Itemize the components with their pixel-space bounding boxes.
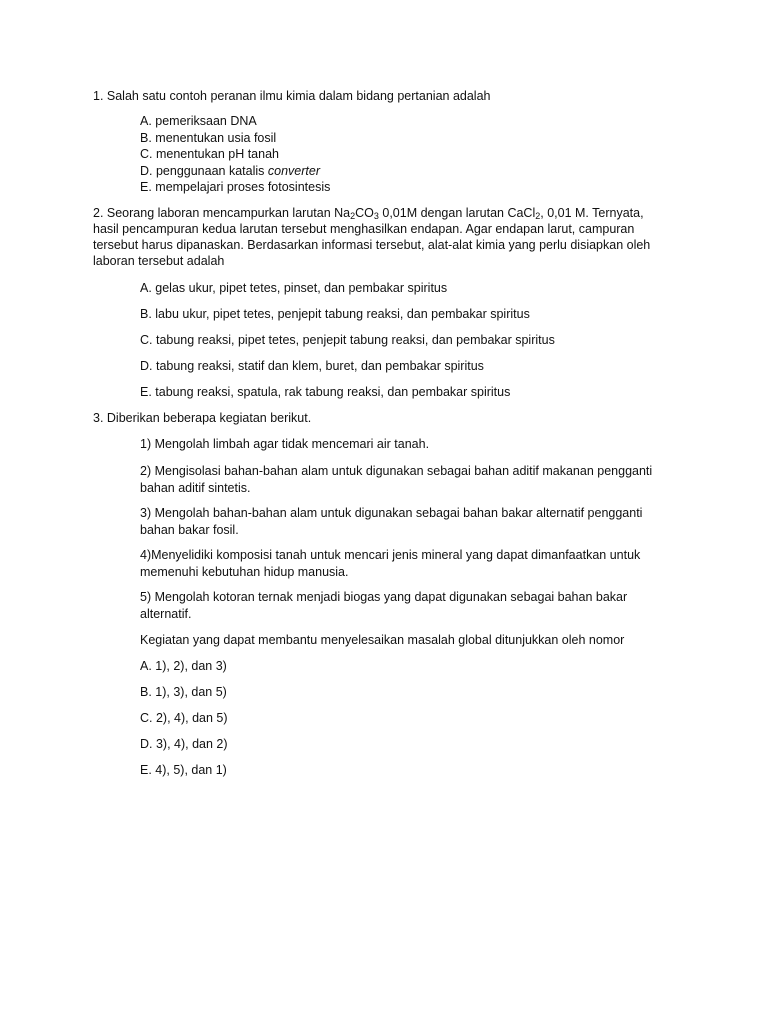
question-3-stem: 3. Diberikan beberapa kegiatan berikut. xyxy=(93,411,312,425)
q2-sub-na2: 2 xyxy=(350,211,356,221)
q2-stem-part3: 0,01M dengan larutan CaCl xyxy=(378,206,536,220)
q3-option-c: C. 2), 4), dan 5) xyxy=(140,711,228,725)
q2-stem-line-3: tersebut harus dipanaskan. Berdasarkan informasi tersebut, alat-alat kimia yang perlu disiapkan oleh xyxy=(93,238,651,252)
q2-sub-co3: 3 xyxy=(373,211,379,221)
q3-item-4-line1: 4)Menyelidiki komposisi tanah untuk mencari jenis mineral yang dapat dimanfaatkan untuk xyxy=(140,548,641,562)
q3-item-4-line2: memenuhi kebutuhan hidup manusia. xyxy=(140,564,349,579)
q3-item-3 xyxy=(140,505,680,538)
q2-stem-part4: , 0,01 M. Ternyata, xyxy=(540,206,644,220)
question-2-stem xyxy=(93,205,683,269)
q2-stem-line-1 xyxy=(93,205,683,221)
q2-stem-line-2: hasil pencampuran kedua larutan tersebut menghasilkan endapan. Agar endapan larut, campuran xyxy=(93,222,635,236)
q3-item-1-line1: 1) Mengolah limbah agar tidak mencemari air tanah. xyxy=(140,437,430,451)
q1-option-e: E. mempelajari proses fotosintesis xyxy=(140,180,331,194)
q2-stem-part2: CO xyxy=(355,206,374,220)
q2-option-b: B. labu ukur, pipet tetes, penjepit tabung reaksi, dan pembakar spiritus xyxy=(140,307,530,321)
q3-item-2-line2: bahan aditif sintetis. xyxy=(140,480,251,495)
q3-item-1 xyxy=(140,436,680,453)
q2-stem-part1: 2. Seorang laboran mencampurkan larutan Na xyxy=(93,206,351,220)
q3-item-2 xyxy=(140,463,680,496)
q2-option-e: E. tabung reaksi, spatula, rak tabung reaksi, dan pembakar spiritus xyxy=(140,385,511,399)
q3-item-5 xyxy=(140,589,680,622)
q1-option-d xyxy=(140,163,680,180)
q1-option-b: B. menentukan usia fosil xyxy=(140,130,277,145)
q3-option-d: D. 3), 4), dan 2) xyxy=(140,737,228,751)
q3-item-3-line2: bahan bakar fosil. xyxy=(140,522,239,537)
question-1-stem: 1. Salah satu contoh peranan ilmu kimia dalam bidang pertanian adalah xyxy=(93,89,491,103)
q1-option-c: C. menentukan pH tanah xyxy=(140,147,279,161)
q3-question: Kegiatan yang dapat membantu menyelesaikan masalah global ditunjukkan oleh nomor xyxy=(140,633,625,647)
q3-item-4 xyxy=(140,547,680,580)
q3-option-e: E. 4), 5), dan 1) xyxy=(140,763,227,777)
q1-option-d-text: D. penggunaan katalis xyxy=(140,163,265,178)
q3-item-3-line1: 3) Mengolah bahan-bahan alam untuk digunakan sebagai bahan bakar alternatif pengganti xyxy=(140,506,643,520)
q3-option-b: B. 1), 3), dan 5) xyxy=(140,685,227,699)
q3-option-a: A. 1), 2), dan 3) xyxy=(140,659,227,673)
q2-sub-cacl2: 2 xyxy=(535,211,541,221)
q2-stem-line-4: laboran tersebut adalah xyxy=(93,254,225,268)
q2-option-c: C. tabung reaksi, pipet tetes, penjepit tabung reaksi, dan pembakar spiritus xyxy=(140,333,555,347)
q2-option-a: A. gelas ukur, pipet tetes, pinset, dan pembakar spiritus xyxy=(140,281,448,295)
q3-item-2-line1: 2) Mengisolasi bahan-bahan alam untuk digunakan sebagai bahan aditif makanan pengganti xyxy=(140,464,653,478)
q1-option-d-italic: converter xyxy=(267,163,320,178)
q1-option-a: A. pemeriksaan DNA xyxy=(140,114,257,128)
q3-item-5-line1: 5) Mengolah kotoran ternak menjadi biogas yang dapat digunakan sebagai bahan bakar xyxy=(140,590,628,604)
q2-option-d: D. tabung reaksi, statif dan klem, buret, dan pembakar spiritus xyxy=(140,359,484,373)
q3-item-5-line2: alternatif. xyxy=(140,606,192,621)
